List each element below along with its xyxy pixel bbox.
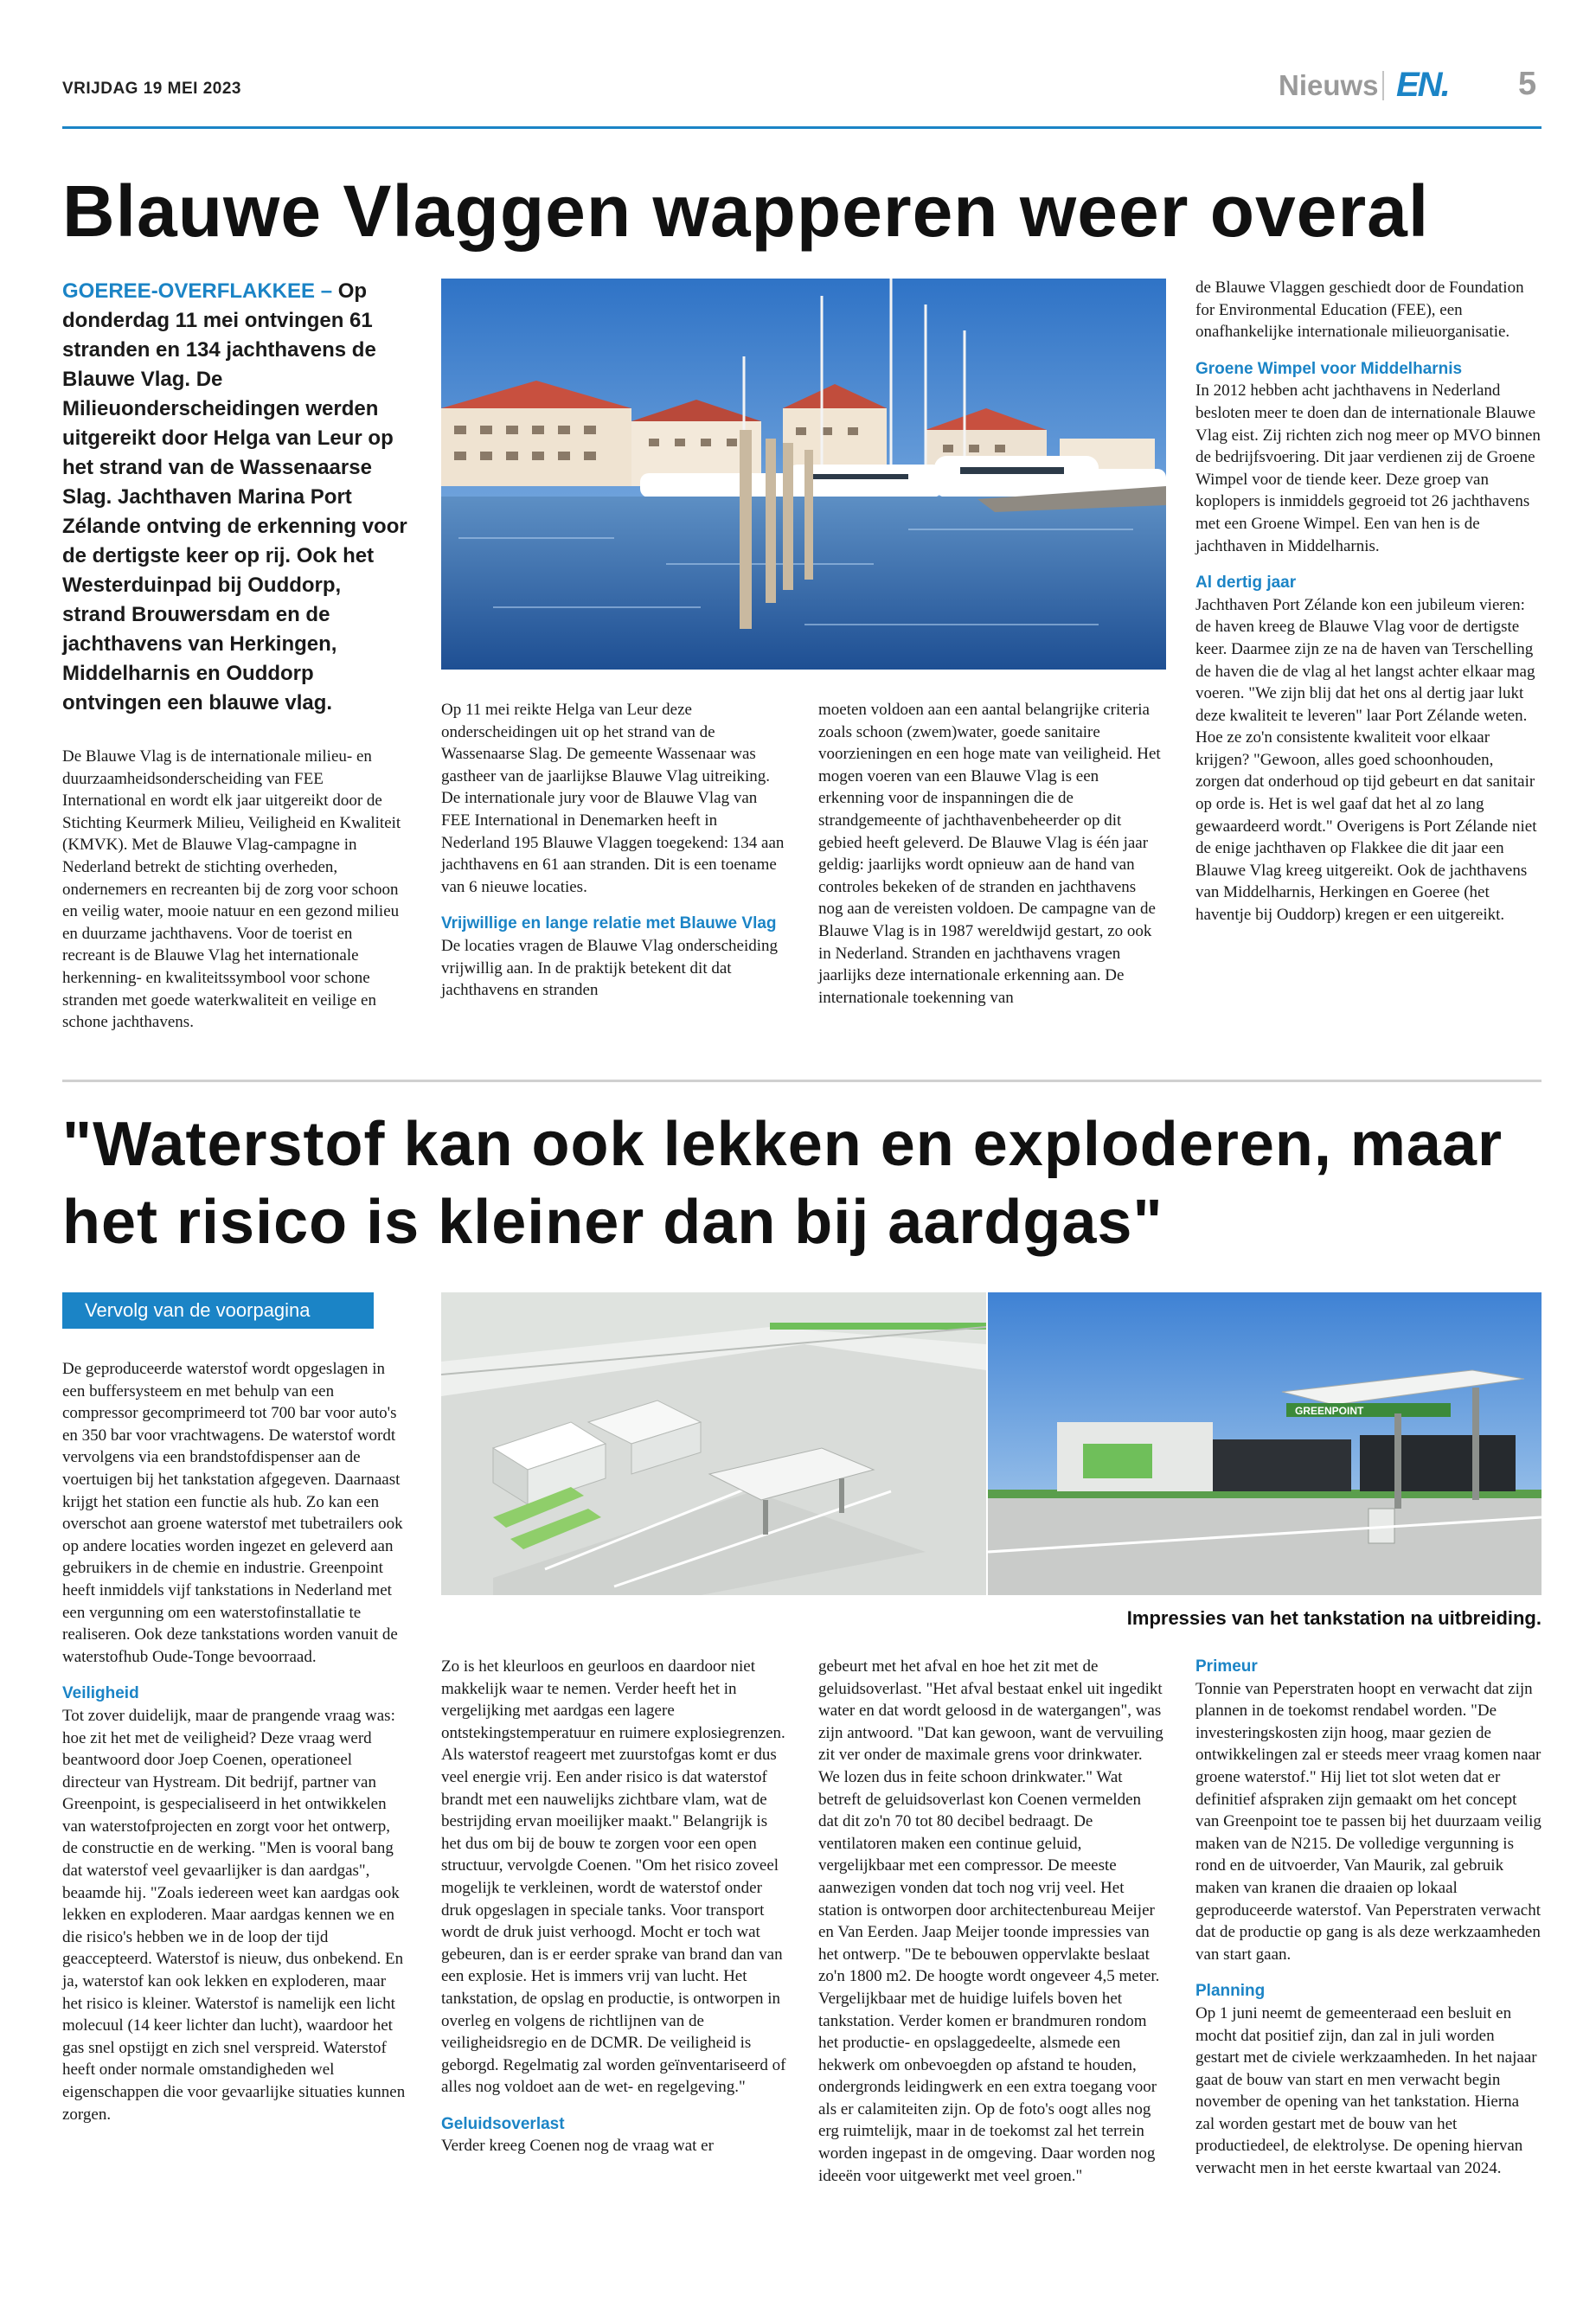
section-label: Nieuws <box>1279 69 1379 101</box>
article1-col2-paragraph-2: De locaties vragen de Blauwe Vlag onderscheiding vrijwillig aan. In de praktijk betekent dit dat jachthavens en stranden <box>441 936 779 1000</box>
article2-col1-paragraph-1: De geproduceerde waterstof wordt opgeslagen in een buffersysteem en met behulp van een compressor gecomprimeerd tot 700 bar voor auto's en 350 bar voor vrachtwagens. De waterstof wordt vervolgens via een brandstofdispenser aan de voertuigen bij het tankstation afgegeven. Daarnaast krijgt het station een functie als hub. Zo kan een overschot aan groene waterstof met tubetrailers ook op andere locaties worden ingezet en geleverd aan gebruikers in de chemie en industrie. Greenpoint heeft inmiddels vijf tankstations in Nederland met een vergunning om een waterstofinstallatie te realiseren. Ook deze tankstations worden vanuit de waterstofhub Oude-Tonge bevoorraad. <box>62 1360 403 1666</box>
newspaper-logo: EN. <box>1396 66 1449 104</box>
article1-col1-paragraph: De Blauwe Vlag is de internationale milieu- en duurzaamheidsonderscheiding van FEE International en wordt elk jaar uitgereikt door de Stichting Keurmerk Milieu, Veiligheid en Kwaliteit (KMVK). Met de Blauwe Vlag-campagne in Nederland betrekt de stichting overheden, ondernemers en recreanten bij de zorg voor schoon en veilig water, mooie natuur en een gezond milieu en duurzame jachthavens. Voor de toerist en recreant is de Blauwe Vlag het internationale herkenning- en kwaliteitssymbool voor schone stranden met goede waterkwaliteit en veilige en schone jachthavens. <box>62 747 401 1032</box>
article1-col4-subheading-1: Groene Wimpel voor Middelharnis <box>1195 359 1463 378</box>
continuation-badge: Vervolg van de voorpagina <box>62 1292 374 1329</box>
page-number: 5 <box>1518 66 1537 102</box>
article1-lead <box>62 277 408 718</box>
article1-col3-paragraph: moeten voldoen aan een aantal belangrijke criteria zoals schoon (zwem)water, goede sanitaire voorzieningen en een hoge mate van veiligheid. Het mogen voeren van een Blauwe Vlag is een erkenning voor de inspanningen die de strandgemeente of jachthavenbeheerder op dit gebied heeft geleverd. De Blauwe Vlag is één jaar geldig: jaarlijks wordt opnieuw aan de hand van controles bekeken of de stranden en jachthavens nog aan de vereisten voldoen. De campagne van de Blauwe Vlag is in 1987 wereldwijd gestart, zo ook in Nederland. Stranden en jachthavens vragen jaarlijks deze internationale erkenning aan. De internationale toekenning van <box>818 701 1161 1007</box>
article2-col2-paragraph-2: Verder kreeg Coenen nog de vraag wat er <box>441 2137 714 2156</box>
article1-column-1 <box>62 746 408 1034</box>
article1-column-4 <box>1195 277 1542 926</box>
article1-col4-paragraph-3: Jachthaven Port Zélande kon een jubileum vieren: de haven kreeg de Blauwe Vlag voor de dertigste keer. Daarmee zijn ze na de haven van Terschelling de haven die de vlag al het langst achter elkaar mag voeren. "We zijn blij dat het ons al dertig jaar lukt deze kwaliteit te leveren" laar Port Zélande weten. Hoe ze zo'n consistente kwaliteit voor elkaar krijgen? "Gewoon, alles goed schoonhouden, zorgen dat onderhoud op tijd gebeurt en dat sanitair op orde is. Het is wel gaaf dat het al zo lang gewaardeerd wordt." Overigens is Port Zélande niet de enige jachthaven op Flakkee die dit jaar een Blauwe Vlag kreeg uitgereikt. Ook de jachthavens van Middelharnis, Herkingen en Goeree (het haventje bij Ouddorp) kregen er een uitgereikt. <box>1195 595 1537 925</box>
station-street-illustration <box>988 1292 1542 1595</box>
article2-col4-subheading-2: Planning <box>1195 1982 1266 2001</box>
article-divider <box>62 1080 1542 1082</box>
article1-lead-text: Op donderdag 11 mei ontvingen 61 stranden en 134 jachthavens de Blauwe Vlag. De Milieuonderscheidingen werden uitgereikt door Helga van Leur op het strand van de Wassenaarse Slag. Jachthaven Marina Port Zélande ontving de erkenning voor de dertigste keer op rij. Ook het Westerduinpad bij Ouddorp, strand Brouwersdam en de jachthavens van Herkingen, Middelharnis en Ouddorp ontvingen een blauwe vlag. <box>62 279 407 715</box>
article2-col2-paragraph-1: Zo is het kleurloos en geurloos en daardoor niet makkelijk waar te nemen. Verder heeft het in vergelijking met aardgas een lagere ontstekingstemperatuur en ruimere explosiegrenzen. Als waterstof reageert met zuurstofgas komt er dus veel energie vrij. Een ander risico is dat waterstof brandt met een nauwelijks zichtbare vlam, wat de bestrijding ervan moeilijker maakt." Belangrijk is het dus om bij de bouw te zorgen voor een open structuur, vervolgde Coenen. "Om het risico zoveel mogelijk te verkleinen, wordt de waterstof onder druk opgeslagen in speciale tanks. Voor transport wordt de druk juist verhoogd. Mocht er toch wat gebeuren, dan is er eerder sprake van brand dan van een explosie. Het is immers vrij van lucht. Het tankstation, de opslag en productie, is ontworpen in overleg en volgens de richtlijnen van de veiligheidsregio en de DCMR. De veiligheid is geborgd. Regelmatig zal worden geïnventariseerd of alles nog voldoet aan de wet- en regelgeving." <box>441 1657 786 2097</box>
article2-col2-subheading: Geluidsoverlast <box>441 2114 565 2133</box>
article1-kicker: GOEREE-OVERFLAKKEE – <box>62 279 333 303</box>
harbour-photo <box>441 279 1166 670</box>
article1-column-2 <box>441 699 787 1002</box>
article1-col2-paragraph-1: Op 11 mei reikte Helga van Leur deze onderscheidingen uit op het strand van de Wassenaarse Slag. De gemeente Wassenaar was gastheer van de jaarlijkse Blauwe Vlag uitreiking. De internationale jury voor de Blauwe Vlag van FEE International in Denemarken heeft in Nederland 195 Blauwe Vlaggen toegekend: 134 aan jachthavens en 61 aan stranden. Dit is een toename van 6 nieuwe locaties. <box>441 701 785 896</box>
canopy-sign: GREENPOINT <box>1295 1405 1364 1417</box>
article1-col2-subheading: Vrijwillige en lange relatie met Blauwe Vlag <box>441 914 777 933</box>
article2-col4-paragraph-2: Op 1 juni neemt de gemeenteraad een besluit en mocht dat positief zijn, dan zal in juli worden gestart met de civiele werkzaamheden. In het najaar gaat de bouw van start en men verwacht begin november de opening van het tankstation. Hierna zal worden gestart met de bouw van het productiedeel, de elektrolyse. De opening hiervan verwacht men in het eerste kwartaal van 2024. <box>1195 2003 1537 2178</box>
header-rule <box>62 126 1542 129</box>
header-separator <box>1382 71 1384 100</box>
station-aerial-impression <box>441 1292 986 1595</box>
article2-col1-paragraph-2: Tot zover duidelijk, maar de prangende vraag was: hoe zit het met de veiligheid? Deze vraag werd beantwoord door Joep Coenen, operationeel directeur van Hystream. Dit bedrijf, partner van Greenpoint, is gespecialiseerd in het ontwikkelen van waterstofprojecten en zorgt voor het ontwerp, de constructie en de werking. "Men is vooral bang dat waterstof veel gevaarlijker is dan aardgas", beaamde hij. "Zoals iedereen weet kan aardgas ook lekken en exploderen. Maar aardgas kennen we en die risico's hebben we in de loop der tijd geaccepteerd. Waterstof is nieuw, dus onbekend. En ja, waterstof kan ook lekken en exploderen, maar het risico is kleiner. Waterstof is namelijk een licht molecuul (14 keer lichter dan lucht), waardoor het gas snel opstijgt en zich snel verspreid. Waterstof heeft onder normale omstandigheden wel eigenschappen die voor gevaarlijke situaties kunnen zorgen. <box>62 1706 406 2124</box>
article2-headline: "Waterstof kan ook lekken en exploderen, maar het risico is kleiner dan bij aardgas" <box>62 1110 1503 1257</box>
article2-col4-paragraph-1: Tonnie van Peperstraten hoopt en verwacht dat zijn plannen in de toekomst rendabel worden. "De investeringskosten zijn hoog, maar gezien de ontwikkelingen zal er steeds meer vraag komen naar groene waterstof." Hij liet tot slot weten dat er definitief afspraken zijn gemaakt om het concept van Greenpoint toe te passen bij het duurzaam veilig maken van de N215. De volledige vergunning is rond en de uitvoerder, Van Maurik, zal gebruik maken van kranen die draaien op lokaal geproduceerde waterstof. Van Peperstraten verwacht dat de productie op gang is als deze werkzaamheden van start gaan. <box>1195 1679 1542 1964</box>
article1-col4-subheading-2: Al dertig jaar <box>1195 574 1297 593</box>
harbour-photo-illustration <box>441 279 1166 670</box>
article2-col3-paragraph: gebeurt met het afval en hoe het zit met de geluidsoverlast. "Het afval bestaat enkel uit ingedikt water en dat wordt geloosd in de watergangen", was zijn antwoord. "Dat kan gewoon, want de vervuiling zit ver onder de maximale grens voor drinkwater. We lozen dus in feite schoon drinkwater." Wat betreft de geluidsoverlast kon Coenen vermelden dat dit zo'n 70 tot 80 decibel bedraagt. De ventilatoren maken een continue geluid, vergelijkbaar met een compressor. De meeste aanwezigen vonden dat toch nog vrij veel. Het station is ontworpen door architectenbureau Meijer en Van Eerden. Jaap Meijer toonde impressies van het ontwerp. "De te bebouwen oppervlakte beslaat zo'n 1800 m2. De hoogte wordt ongeveer 4,5 meter. Vergelijkbaar met de huidige luifels boven het tankstation. Verder komen er brandmuren rondom het productie- en opslaggedeelte, alsmede een hekwerk om onbevoegden op afstand te houden, ondergronds leidingwerk en een extra toegang voor als er calamiteiten zijn. Op de foto's oogt alles nog erg ruimtelijk, maar in de toekomst zal het terrein worden ingepast in de omgeving. Daar worden nog ideeën voor uitgewerkt met veel groen." <box>818 1657 1163 2185</box>
station-street-impression <box>988 1292 1542 1595</box>
photo-caption: Impressies van het tankstation na uitbreiding. <box>1126 1607 1542 1629</box>
article1-headline: Blauwe Vlaggen wapperen weer overal <box>62 170 1430 252</box>
article1-col4-paragraph-1: de Blauwe Vlaggen geschiedt door de Foundation for Environmental Education (FEE), een onafhankelijke internationale milieuorganisatie. <box>1195 279 1524 342</box>
article2-col4-subheading-1: Primeur <box>1195 1657 1258 1676</box>
article2-column-2 <box>441 1656 787 2157</box>
article1-column-3 <box>818 699 1164 1009</box>
article2-column-4 <box>1195 1656 1542 2180</box>
station-aerial-illustration <box>441 1292 986 1595</box>
article2-column-1 <box>62 1358 408 2125</box>
issue-date: VRIJDAG 19 MEI 2023 <box>62 80 241 98</box>
article1-col4-paragraph-2: In 2012 hebben acht jachthavens in Nederland besloten meer te doen dan de internationale Blauwe Vlag eist. Zij richten zich nog meer op MVO binnen de bedrijfsvoering. Dit jaar verdienen zij de Groene Wimpel voor de tiende keer. Deze groep van koplopers is inmiddels gegroeid tot 26 jachthavens met een Groene Wimpel. Een van hen is de jachthaven in Middelharnis. <box>1195 381 1541 555</box>
article2-col1-subheading: Veiligheid <box>62 1684 139 1703</box>
article2-column-3 <box>818 1656 1164 2187</box>
